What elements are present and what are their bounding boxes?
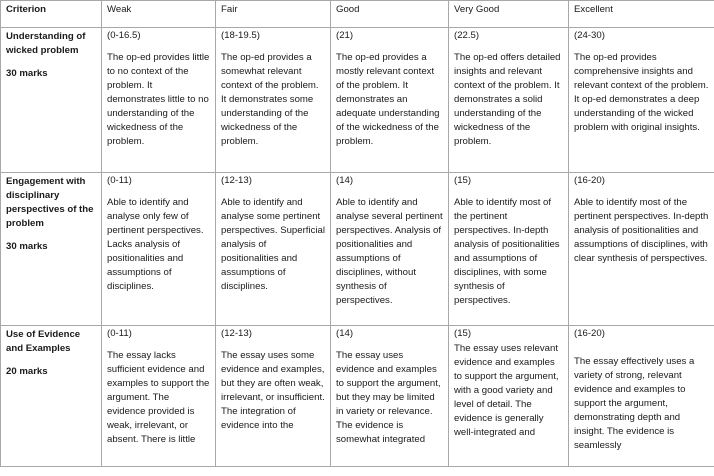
rating-cell-weak [102,173,216,326]
score-range: (15) [454,328,472,339]
score-range: (21) [336,30,354,41]
criterion-marks: 20 marks [6,366,48,377]
rating-cell-weak [102,28,216,173]
rating-cell-very-good [449,173,569,326]
criterion-marks: 30 marks [6,68,48,79]
score-range: (16-20) [574,175,605,186]
rating-cell-excellent [569,326,714,467]
descriptor: The op-ed provides a somewhat relevant context of the problem. It demonstrates some understanding of the wickedness of the problem. [221,52,319,147]
criterion-cell [1,326,102,467]
header-row [1,1,714,28]
rating-cell-fair [216,173,331,326]
score-range: (12-13) [221,328,252,339]
score-range: (12-13) [221,175,252,186]
criterion-marks: 30 marks [6,241,48,252]
criterion-title: Understanding of wicked problem [6,31,86,56]
rating-cell-fair [216,326,331,467]
descriptor: The essay effectively uses a variety of strong, relevant evidence and examples to support the argument, demonstrating depth and insight. The evidence is seamlessly [574,356,695,451]
rating-cell-good [331,326,449,467]
descriptor: The op-ed provides little to no context of the problem. It demonstrates little to no understanding of the wickedness of the problem. [107,52,210,147]
criterion-title: Use of Evidence and Examples [6,329,81,354]
criterion-cell [1,28,102,173]
rating-cell-good [331,173,449,326]
score-range: (22.5) [454,30,480,41]
header-good: Good [331,1,449,28]
descriptor: Able to identify and analyse several pertinent perspectives. Analysis of positionalities and assumptions of disciplines, without synthesis of perspectives. [336,197,443,306]
score-range: (14) [336,175,354,186]
score-range: (0-11) [107,328,132,339]
rating-cell-fair [216,28,331,173]
score-range: (0-11) [107,175,132,186]
header-excellent: Excellent [569,1,714,28]
header-very-good: Very Good [449,1,569,28]
descriptor: Able to identify most of the pertinent perspectives. In-depth analysis of positionalities and assumptions of disciplines, with some synthesis of perspectives. [454,197,560,306]
criterion-cell [1,173,102,326]
rating-cell-very-good [449,326,569,467]
descriptor: Able to identify and analyse some pertinent perspectives. Superficial analysis of positionalities and assumptions of disciplines. [221,197,325,292]
score-range: (14) [336,328,354,339]
criterion-title: Engagement with disciplinary perspectives of the problem [6,176,94,229]
rating-cell-excellent [569,28,714,173]
rating-cell-very-good [449,28,569,173]
descriptor: The essay uses relevant evidence and examples to support the argument, with a good variety and level of detail. The evidence is generally well-integrated and [454,343,559,438]
descriptor: The essay uses evidence and examples to support the argument, but they may be limited in variety or relevance. The evidence is somewhat integrated [336,350,441,445]
score-range: (15) [454,175,472,186]
descriptor: Able to identify and analyse only few of pertinent perspectives. Lacks analysis of positionalities and assumptions of disciplines. [107,197,204,292]
header-weak: Weak [102,1,216,28]
descriptor: The op-ed provides comprehensive insights and relevant context of the problem. It op-ed demonstrates a deep understanding of the wicked problem with original insights. [574,52,709,133]
score-range: (16-20) [574,328,605,339]
table-row [1,173,714,326]
descriptor: The essay lacks sufficient evidence and examples to support the argument. The evidence provided is weak, irrelevant, or absent. There is little [107,350,210,445]
rating-cell-good [331,28,449,173]
descriptor: The op-ed provides a mostly relevant context of the problem. It demonstrates an adequate understanding of the wickedness of the problem. [336,52,440,147]
descriptor: The op-ed offers detailed insights and relevant context of the problem. It demonstrates a solid understanding of the wickedness of the problem. [454,52,561,147]
header-fair: Fair [216,1,331,28]
score-range: (18-19.5) [221,30,260,41]
rating-cell-excellent [569,173,714,326]
header-criterion: Criterion [1,1,102,28]
rating-cell-weak [102,326,216,467]
descriptor: The essay uses some evidence and examples, but they are often weak, irrelevant, or insufficient. The integration of evidence into the [221,350,325,431]
descriptor: Able to identify most of the pertinent perspectives. In-depth analysis of positionalities and assumptions of disciplines, with clear synthesis of perspectives. [574,197,709,264]
score-range: (0-16.5) [107,30,141,41]
table-row [1,28,714,173]
score-range: (24-30) [574,30,605,41]
table-row [1,326,714,467]
